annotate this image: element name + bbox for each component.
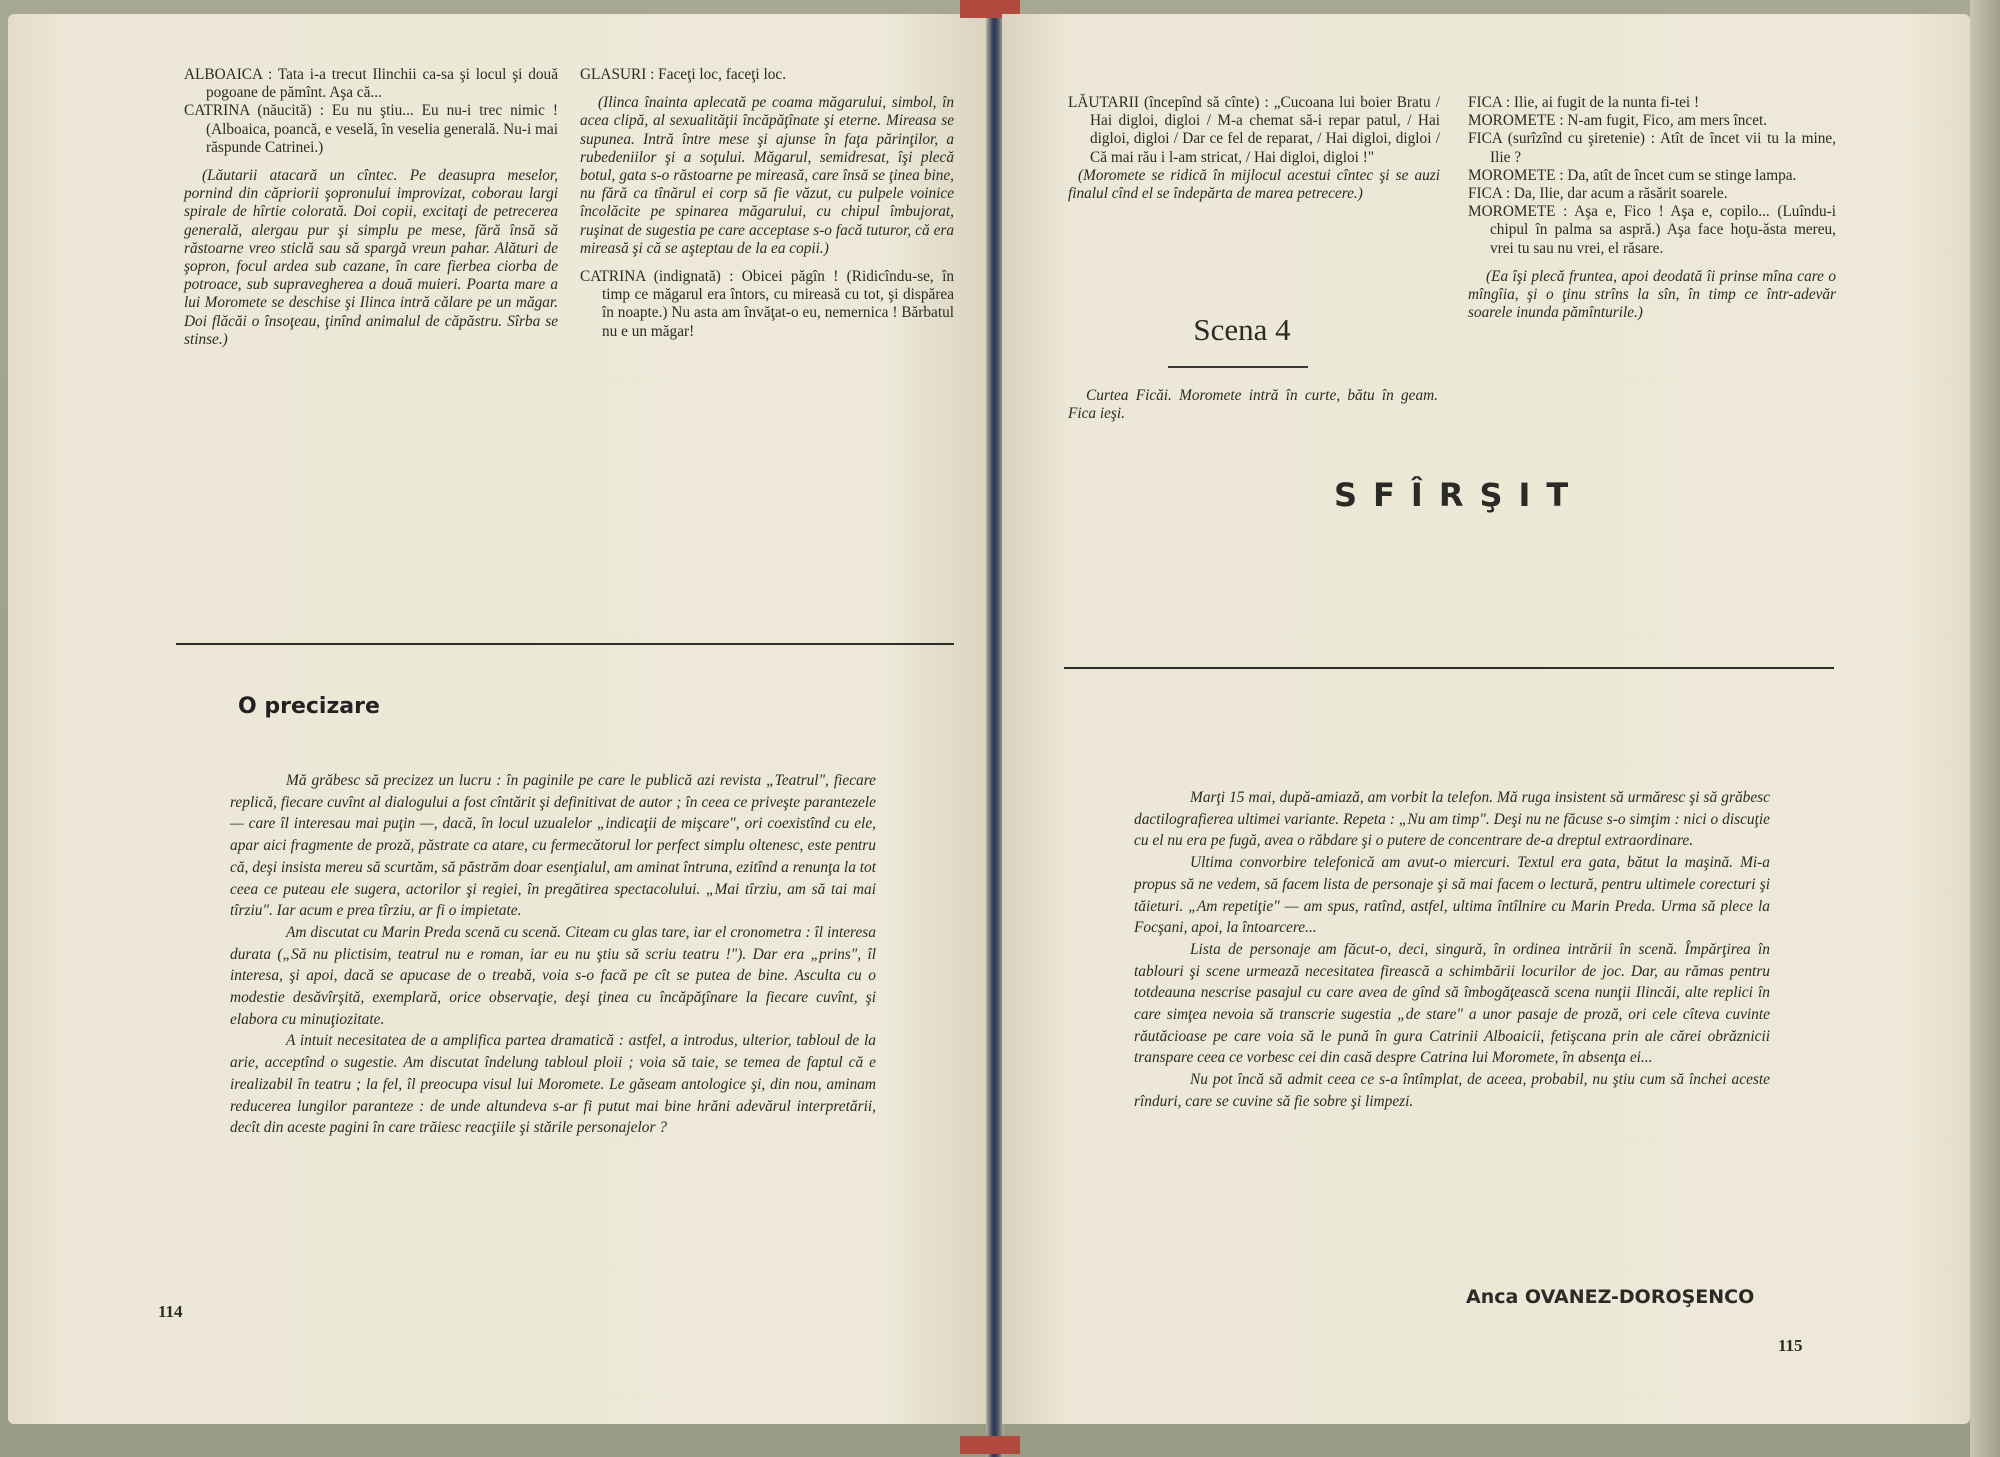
right-essay bbox=[1134, 787, 1770, 1113]
essay-paragraph: Lista de personaje am făcut-o, deci, singură, în ordinea intrării în scenă. Împărţirea în tablouri şi scene urmează necesitatea firească a schimbării locurilor de joc. Dar, au rămas pentru totdeauna nescrise pasajul cu care avea de gînd să îmbogăţească scena nunţii Ilincăi, alte replici în care simţea nevoia să transcrie sugestia „de stare" a unor pasaje de proză, ori cele cîteva cuvinte răutăcioase pe care voia să le pună în gura Catrinii Alboaicii, fetişcana prin ale cărei obrăznicii transpare ceea ce vorbesc cei din casă despre Catrina lui Moromete, în absenţa ei... bbox=[1134, 940, 1770, 1067]
left-page bbox=[8, 14, 988, 1424]
stage-direction: (Ea îşi plecă fruntea, apoi deodată îi prinse mîna care o mîngîia, şi o ţinu strîns la sîn, în timp ce într-adevăr soarele inunda pămînturile.) bbox=[1468, 267, 1836, 322]
dialogue-line: MOROMETE : N-am fugit, Fico, am mers încet. bbox=[1468, 112, 1768, 130]
left-dialogue-column-1 bbox=[184, 66, 558, 349]
section-divider bbox=[176, 643, 954, 645]
left-dialogue-column-2 bbox=[580, 66, 954, 341]
end-title: SFÎRŞIT bbox=[1334, 476, 1585, 514]
essay-paragraph: Mă grăbesc să precizez un lucru : în paginile pe care le publică azi revista „Teatrul", fiecare replică, fiecare cuvînt al dialogului a fost cîntărit şi definitivat de autor ; în ceea ce priveşte parantezele — care îl interesau mai puţin —, dacă, în locul uzualelor „indicaţii de mişcare", ori coexistînd cu ele, apar aici fragmente de proză, păstrate ca atare, cu fermecătorul lor perfect simplu oltenesc, este pentru că, deşi insista mereu să scurtăm, să păstrăm doar esenţialul, am aminat întruna, ezitînd a renunţa la tot ceea ce puteau ele sugera, actorilor şi regiei, în pregătirea spectacolului. „Mai tîrziu, am să tai mai tîrziu". Iar acum e prea tîrziu, ar fi o impietate. bbox=[230, 772, 876, 920]
binding-bottom bbox=[960, 1436, 1020, 1454]
scene-description-text: Curtea Ficăi. Moromete intră în curte, bătu în geam. Fica ieşi. bbox=[1068, 387, 1438, 423]
section-title: O precizare bbox=[238, 694, 380, 719]
right-page bbox=[1002, 14, 1970, 1424]
dialogue-line: FICA : Da, Ilie, dar acum a răsărit soarele. bbox=[1468, 185, 1728, 203]
stage-direction: (Moromete se ridică în mijlocul acestui cîntec şi se auzi finalul cînd el se îndepărta de marea petrecere.) bbox=[1068, 166, 1440, 203]
dialogue-line: CATRINA (năucită) : Eu nu ştiu... Eu nu-i trec nimic ! (Alboaica, poancă, e veselă, în veselia generală. Nu-i mai răspunde Catrinei.) bbox=[184, 102, 558, 156]
dialogue-line: ALBOAICA : Tata i-a trecut Ilinchii ca-sa şi locul şi două pogoane de pămînt. Aşa că... bbox=[184, 66, 558, 102]
page-number: 114 bbox=[158, 1302, 183, 1321]
dialogue-line: FICA (surîzînd cu şiretenie) : Atît de încet vii tu la mine, Ilie ? bbox=[1468, 130, 1836, 166]
author-signature: Anca OVANEZ-DOROŞENCO bbox=[1466, 1286, 1755, 1308]
stage-direction: (Ilinca înainta aplecată pe coama măgarului, simbol, în acea clipă, al sexualităţii încăpăţînate şi eterne. Mireasa se supunea. Intră între mese şi ajunse în faţa părinţilor, a rubedeniilor şi a soţului. Măgarul, semidresat, îşi plecă botul, gata s-o răstoarne pe mireasă, care însă se ţinea bine, nu fără ca tînărul ei corp să fie văzut, cu pulpele voinice încolăcite pe spinarea măgarului, cu chipul îmbujorat, ruşinat de sugestia pe care acceptase s-o facă tuturor, că era mireasă şi că se aşteptau de la ea copii.) bbox=[580, 94, 954, 257]
essay-paragraph: Nu pot încă să admit ceea ce s-a întîmplat, de aceea, probabil, nu ştiu cum să închei aceste rînduri, care se cuvine să fie sobre şi limpezi. bbox=[1134, 1071, 1770, 1110]
dialogue-line: MOROMETE : Da, atît de încet cum se stinge lampa. bbox=[1468, 166, 1797, 184]
essay-paragraph: Ultima convorbire telefonică am avut-o miercuri. Textul era gata, bătut la maşină. Mi-a propus să ne vedem, să facem lista de personaje şi să mai facem o lectură, pentru ultimele corecturi şi tăieturi. „Am repetiţie" — am spus, ratînd, astfel, ultima întîlnire cu Marin Preda. Urma să plece la Focşani, apoi, la întoarcere... bbox=[1134, 854, 1770, 937]
right-dialogue-column-2 bbox=[1468, 94, 1836, 322]
scene-description bbox=[1068, 387, 1438, 423]
stage-direction: (Lăutarii atacară un cîntec. Pe deasupra meselor, pornind din căpriorii şopronului improvizat, coborau largi spirale de hîrtie colorată. Doi copii, excitaţi de petrecerea generală, alergau pur şi simplu pe mese, fără însă să răstoarne vreo sticlă sau să spargă vreun pahar. Alături de şopron, focul ardea sub cazane, în care fierbea ciorba de potroace, sub supravegherea a două muieri. Poarta mare a lui Moromete se deschise şi Ilinca intră călare pe un măgar. Doi flăcăi o însoţeau, ţinînd animalul de căpăstru. Sîrba se stinse.) bbox=[184, 167, 558, 348]
section-divider bbox=[1064, 667, 1834, 669]
scene-title: Scena 4 bbox=[1193, 312, 1291, 347]
dialogue-line: FICA : Ilie, ai fugit de la nunta fi-tei ! bbox=[1468, 94, 1700, 111]
left-essay bbox=[230, 770, 876, 1139]
dialogue-line: CATRINA (indignată) : Obicei păgîn ! (Ridicîndu-se, în timp ce măgarul era întors, cu mireasă cu tot, şi dispărea în noapte.) Nu asta am învăţat-o eu, nemernica ! Bărbatul nu e un măgar! bbox=[580, 268, 954, 340]
book-cover-edge bbox=[1970, 0, 2000, 1457]
right-dialogue-column-1 bbox=[1068, 94, 1440, 203]
dialogue-line: GLASURI : Faceţi loc, faceţi loc. bbox=[580, 66, 787, 83]
page-number: 115 bbox=[1778, 1336, 1803, 1355]
dialogue-line: LĂUTARII (începînd să cînte) : „Cucoana lui boier Bratu / Hai digloi, digloi / M-a chemat să-i repar patul, / Hai digloi, digloi / Dar ce fel de reparat, / Hai digloi, digloi / Că mai rău i l-am stricat, / Hai digloi, digloi !" bbox=[1068, 94, 1440, 166]
essay-paragraph: A intuit necesitatea de a amplifica partea dramatică : astfel, a introdus, ulterior, tabloul de la arie, acceptînd o sugestie. Am discutat îndelung tabloul ploii ; voia să taie, se temea de faptul că e irealizabil în teatru ; la fel, îl preocupa visul lui Moromete. Le găseam antologice şi, din nou, aminam reducerea lungilor paranteze : de unde altundeva s-ar fi putut mai bine hrăni adevărul interpretării, decît din aceste pagini în care trăiesc reacţiile şi stările personajelor ? bbox=[230, 1032, 876, 1137]
essay-paragraph: Am discutat cu Marin Preda scenă cu scenă. Citeam cu glas tare, iar el cronometra : îl interesa durata („Să nu plictisim, teatrul nu e roman, iar eu nu ştiu să scriu teatru !"). Dar era „prins", îl interesa, şi apoi, dacă se apucase de o treabă, voia s-o facă pe cît se putea de bine. Asculta cu o modestie desăvîrşită, exemplară, orice observaţie, deşi ţinea cu încăpăţînare la fiecare cuvînt, şi elabora cu minuţiozitate. bbox=[230, 923, 876, 1028]
scene-underline bbox=[1168, 366, 1308, 368]
essay-paragraph: Marţi 15 mai, după-amiază, am vorbit la telefon. Mă ruga insistent să urmăresc şi să grăbesc dactilografierea ultimei variante. Repeta : „Nu am timp". Deşi nu ne făcuse s-o simţim : nici o discuţie cu el nu era pe fugă, avea o răbdare şi o putere de concentrare de-a dreptul extraordinare. bbox=[1134, 789, 1770, 850]
dialogue-line: MOROMETE : Aşa e, Fico ! Aşa e, copilo... (Luîndu-i chipul în palma sa aspră.) Aşa face hoţu-ăsta mereu, vrei tu sau nu vrei, el răsare. bbox=[1468, 203, 1836, 257]
